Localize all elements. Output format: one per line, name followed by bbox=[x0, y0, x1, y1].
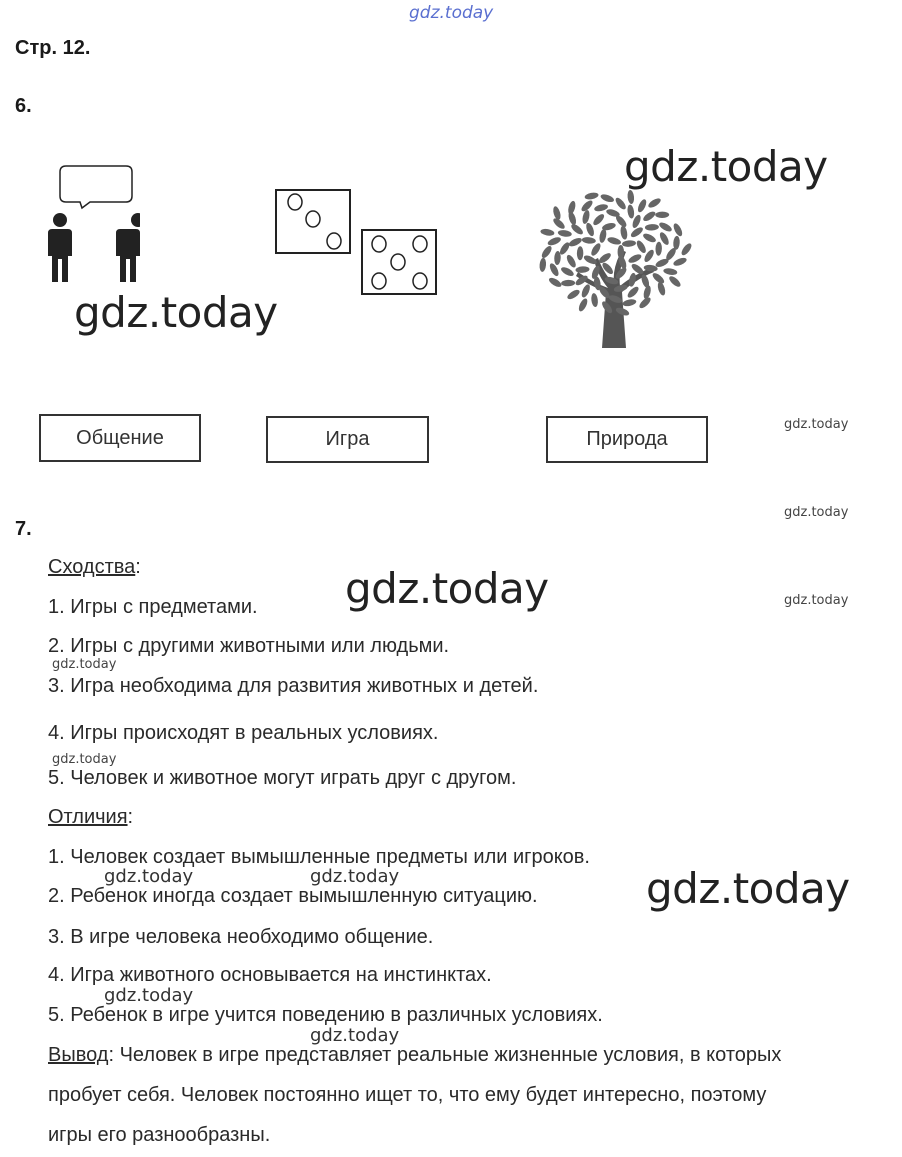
person-icon bbox=[48, 213, 72, 282]
label-box-communication bbox=[39, 414, 201, 462]
differences-title: Отличия bbox=[48, 806, 128, 828]
list-item: 3. Игра необходима для развития животных и детей. bbox=[48, 675, 539, 697]
list-item: 5. Ребенок в игре учится поведению в различных условиях. bbox=[48, 1004, 603, 1026]
die-icon bbox=[362, 230, 436, 294]
similarities-title: Сходства bbox=[48, 556, 136, 578]
list-item: 5. Человек и животное могут играть друг с другом. bbox=[48, 767, 517, 789]
tree-icon bbox=[528, 182, 698, 354]
dice-illustration bbox=[274, 188, 440, 298]
label-text: Игра bbox=[325, 428, 370, 450]
label-text: Природа bbox=[586, 428, 668, 450]
list-item: 4. Игра животного основывается на инстинктах. bbox=[48, 964, 492, 986]
conclusion-line: пробует себя. Человек постоянно ищет то, что ему будет интересно, поэтому bbox=[48, 1084, 767, 1106]
label-box-game bbox=[266, 416, 429, 463]
watermark: gdz.today bbox=[310, 866, 400, 887]
communication-illustration bbox=[40, 164, 140, 288]
list-item: 1. Игры с предметами. bbox=[48, 596, 258, 618]
watermark: gdz.today bbox=[310, 1025, 400, 1046]
list-item: 1. Человек создает вымышленные предметы или игроков. bbox=[48, 846, 590, 868]
list-item: 4. Игры происходят в реальных условиях. bbox=[48, 722, 439, 744]
conclusion-title: Вывод bbox=[48, 1044, 109, 1066]
watermark: gdz.today bbox=[646, 864, 850, 913]
differences-heading: Отличия: bbox=[48, 806, 134, 828]
watermark: gdz.today bbox=[52, 657, 117, 672]
page-reference: Стр. 12. bbox=[15, 37, 91, 59]
label-box-nature bbox=[546, 416, 708, 463]
list-item: 2. Игры с другими животными или людьми. bbox=[48, 635, 450, 657]
watermark: gdz.today bbox=[784, 593, 849, 608]
list-item: 3. В игре человека необходимо общение. bbox=[48, 926, 434, 948]
conclusion-text: : Человек в игре представляет реальные жизненные условия, в которых bbox=[108, 1044, 782, 1066]
person-icon bbox=[116, 213, 140, 282]
conclusion-line bbox=[48, 1044, 781, 1067]
speech-bubble-icon bbox=[60, 166, 132, 208]
watermark: gdz.today bbox=[74, 288, 278, 337]
die-icon bbox=[276, 190, 350, 253]
label-text: Общение bbox=[76, 426, 164, 449]
watermark: gdz.today bbox=[104, 866, 194, 887]
watermark: gdz.today bbox=[784, 505, 849, 520]
watermark: gdz.today bbox=[52, 752, 117, 767]
task-7-number: 7. bbox=[15, 518, 32, 540]
watermark: gdz.today bbox=[784, 417, 849, 432]
watermark: gdz.today bbox=[624, 142, 828, 191]
similarities-heading: Сходства: bbox=[48, 556, 141, 578]
watermark-top: gdz.today bbox=[409, 3, 494, 23]
list-item: 2. Ребенок иногда создает вымышленную ситуацию. bbox=[48, 885, 538, 907]
conclusion-line: игры его разнообразны. bbox=[48, 1124, 271, 1146]
watermark: gdz.today bbox=[104, 985, 194, 1006]
task-6-number: 6. bbox=[15, 95, 32, 117]
watermark: gdz.today bbox=[345, 564, 549, 613]
